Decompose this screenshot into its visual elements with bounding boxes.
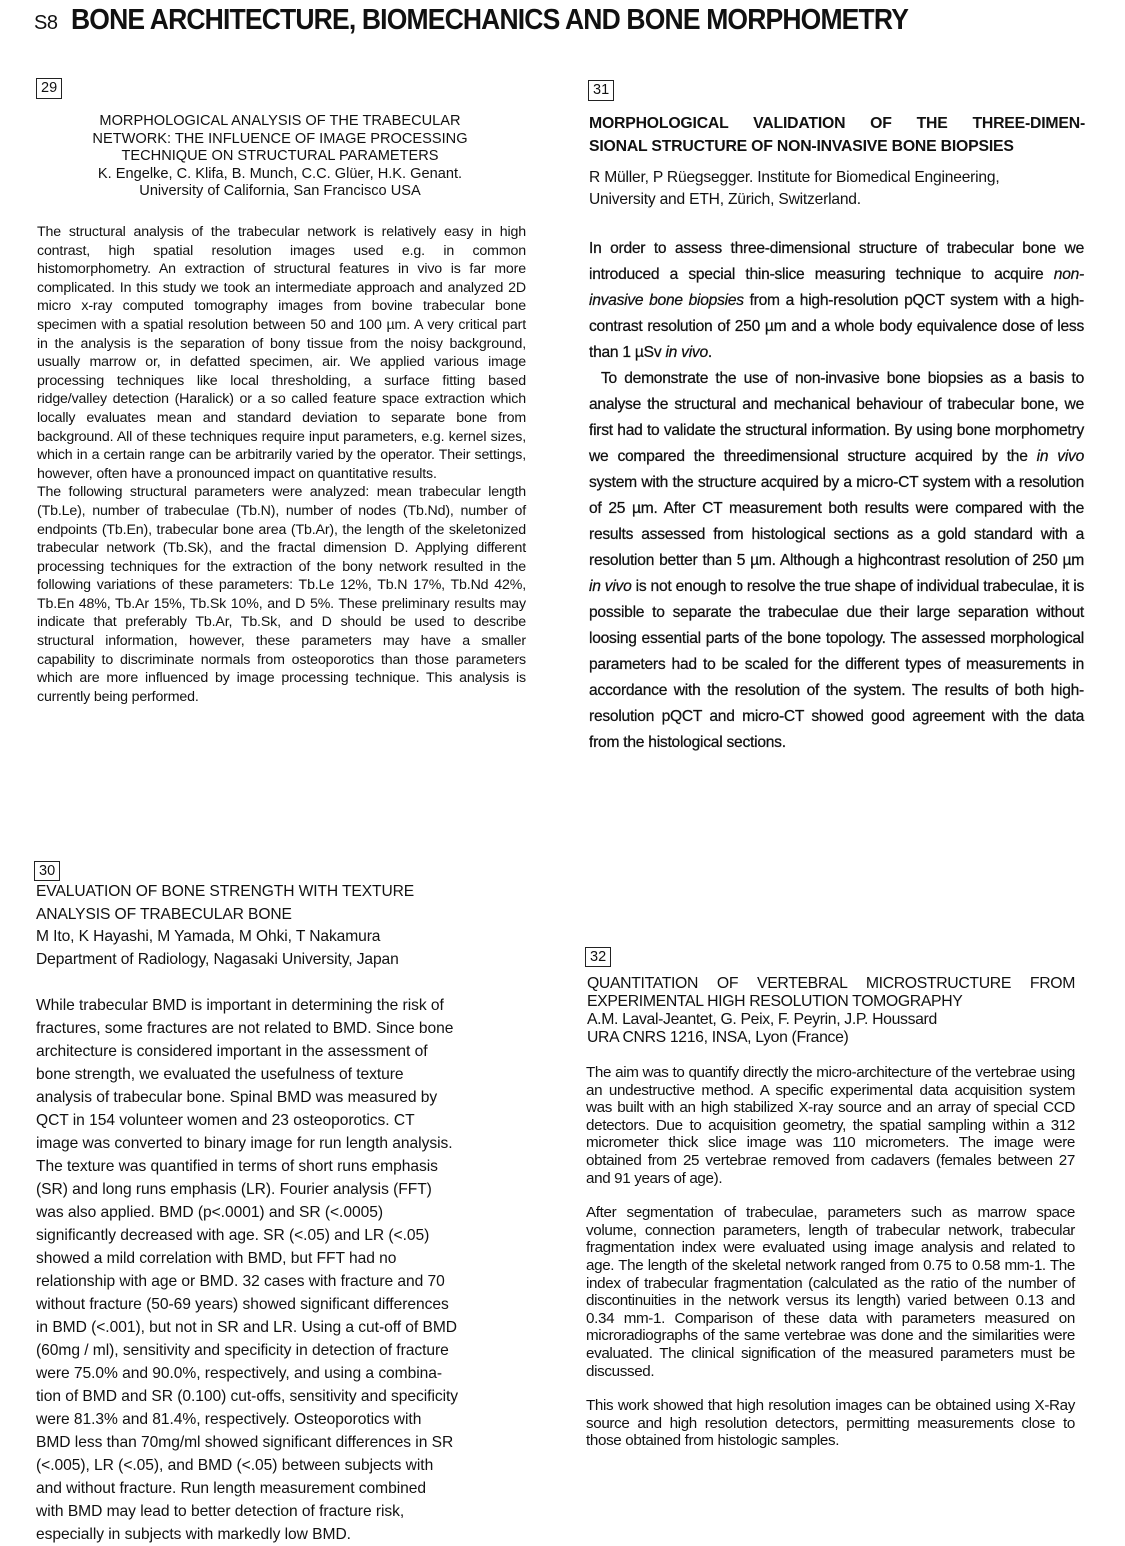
text-run: . xyxy=(707,344,712,361)
abstract-authors: A.M. Laval-Jeantet, G. Peix, F. Peyrin, J.P. Houssard xyxy=(587,1011,937,1028)
body-line: in BMD (<.001), but not in SR and LR. Using a cut-off of BMD xyxy=(36,1319,457,1336)
abstract-affiliation: University and ETH, Zürich, Switzerland. xyxy=(589,191,861,208)
body-line: especially in subjects with markedly low BMD. xyxy=(36,1526,351,1543)
abstract-title-line: EVALUATION OF BONE STRENGTH WITH TEXTURE xyxy=(36,883,415,900)
abstract-number-31: 31 xyxy=(588,80,614,101)
body-line: image was converted to binary image for run length analysis. xyxy=(36,1135,453,1152)
abstract-29-heading xyxy=(36,113,524,201)
body-line: BMD less than 70mg/ml showed significant differences in SR xyxy=(36,1434,454,1451)
abstract-paragraph: This work showed that high resolution images can be obtained using X-Ray source and high resolution detectors, permitting measurements close to those obtained from histologic samples. xyxy=(586,1397,1075,1450)
body-line: analysis of trabecular bone. Spinal BMD was measured by xyxy=(36,1089,438,1106)
abstract-title-line: TECHNIQUE ON STRUCTURAL PARAMETERS xyxy=(121,148,439,164)
abstract-paragraph: The aim was to quantify directly the micro-architecture of the vertebrae using an undestructive method. A specific experimental data acquisition system was built with an high stabilized X-ray source and an array of special CCD detectors. Due to acquisition geometry, the spatial sampling within a 312 micrometer thick slice image was 110 micrometers. The image were obtained from 25 vertebrae removed from cadavers (females between 27 and 91 years of age). xyxy=(586,1064,1075,1187)
italic-term: non-invasive bone biopsies xyxy=(589,266,1084,309)
text-run: is not enough to resolve the true shape of individual trabeculae, it is possible to separate the trabeculae due their large separation without loosing essential parts of the bone topology. The assessed morphological parameters had to be scaled for the different types of measurements in accordance with the resolution of the system. The results of both high-resolution pQCT and micro-CT showed good agreement with the data from the histological sections. xyxy=(589,578,1085,751)
abstract-paragraph xyxy=(589,366,1084,756)
body-line: (60mg / ml), sensitivity and specificity in detection of fracture xyxy=(36,1342,449,1359)
abstract-30-body xyxy=(36,994,546,1546)
abstract-title-line: MORPHOLOGICAL ANALYSIS OF THE TRABECULAR xyxy=(99,113,461,129)
abstract-number-29: 29 xyxy=(36,78,62,99)
abstract-authors: R Müller, P Rüegsegger. Institute for Biomedical Engineering, xyxy=(589,169,1000,186)
abstract-30-heading xyxy=(36,881,536,971)
abstract-31-title xyxy=(589,112,1085,158)
abstract-affiliation: University of California, San Francisco USA xyxy=(139,183,421,199)
abstract-paragraph: The following structural parameters were analyzed: mean trabecular length (Tb.Le), number of trabeculae (Tb.N), number of nodes (Tb.Nd), number of endpoints (Tb.En), trabecular bone area (Tb.Ar), the length of the skeletonized trabecular network (Tb.Sk), and the fractal dimension D. Applying different processing techniques for the extraction of the bony network resulted in the following variations of these parameters: Tb.Le 12%, Tb.N 17%, Tb.Nd 42%, Tb.En 48%, Tb.Ar 15%, Tb.Sk 10%, and D 5%. These preliminary results may indicate that preferably Tb.Ar, Tb.Sk, and D should be used to describe structural information, however, these parameters may have a smaller capability to discriminate normals from osteoporotics than those parameters which are more influenced by image processing technique. This analysis is currently being performed. xyxy=(37,484,526,705)
abstract-affiliation: Department of Radiology, Nagasaki University, Japan xyxy=(36,950,399,968)
body-line: and without fracture. Run length measurement combined xyxy=(36,1480,427,1497)
text-run: To demonstrate the use of non-invasive bone biopsies as a basis to analyse the structural and mechanical behaviour of trabecular bone, we first had to validate the structural information. By using bone morphometry we compared the threedimensional structure acquired by the xyxy=(589,370,1084,465)
abstract-paragraph: After segmentation of trabeculae, parameters such as marrow space volume, connection parameters, length of trabecular network, trabecular fragmentation index were evaluated using image analysis and related to age. The length of the skeletal network ranged from 0.75 to 0.58 mm-1. The index of trabecular fragmentation (calculated as the ratio of the number of discontinuities in the network versus its length) varied between 0.13 and 0.34 mm-1. Comparison of these data with parameters measured on microradiographs of the same vertebrae was done and the similarities were evaluated. The clinical signification of the measured parameters must be discussed. xyxy=(586,1204,1075,1380)
abstract-paragraph: The structural analysis of the trabecular network is relatively easy in high contrast, high spatial resolution images used e.g. in common histomorphometry. An extraction of structural features in vivo is far more complicated. In this study we took an intermediate approach and analyzed 2D micro x-ray computed tomography images from bovine trabecular bone specimen with a spatial resolution between 50 and 100 µm. A very critical part in the analysis is the separation of bony tissue from the noisy background, usually marrow or, in defatted specimen, air. We applied various image processing techniques like local thresholding, a surface fitting based ridge/valley detection (Haralick) or a so called feature space extraction which locally evaluates mean and standard deviation to separate bone from background. All of these techniques require input parameters, e.g. kernel sizes, which in a certain range can be arbitrarily varied by the operator. Their settings, however, often have a pronounced impact on quantitative results. xyxy=(37,224,526,482)
abstract-authors: K. Engelke, C. Klifa, B. Munch, C.C. Glüer, H.K. Genant. xyxy=(97,165,463,182)
abstract-32-title: QUANTITATION OF VERTEBRAL MICROSTRUCTURE FROM EXPERIMENTAL HIGH RESOLUTION TOMOGRAPHY xyxy=(587,975,1075,1010)
body-line: with BMD may lead to better detection of fracture risk, xyxy=(36,1503,405,1520)
body-line: tion of BMD and SR (0.100) cut-offs, sensitivity and specificity xyxy=(36,1388,459,1405)
body-line: The texture was quantified in terms of short runs emphasis xyxy=(36,1158,438,1175)
abstract-affiliation: URA CNRS 1216, INSA, Lyon (France) xyxy=(587,1028,849,1046)
abstract-title-line: ANALYSIS OF TRABECULAR BONE xyxy=(36,905,292,923)
body-line: were 81.3% and 81.4%, respectively. Osteoporotics with xyxy=(36,1411,422,1428)
italic-term: in vivo xyxy=(589,578,632,595)
abstract-31-body xyxy=(589,236,1084,756)
abstract-29-body xyxy=(37,223,526,706)
italic-term: in vivo xyxy=(665,344,708,361)
body-line: architecture is considered important in the assessment of xyxy=(36,1043,428,1060)
abstract-31-authors xyxy=(589,167,1085,211)
body-line: QCT in 154 volunteer women and 23 osteoporotics. CT xyxy=(36,1112,415,1129)
text-run: system with the structure acquired by a micro-CT system with a resolution of 25 µm. After CT measurement both results were compared with the results assessed from histological sections as a gold standard with a resolution better than 5 µm. Although a highcontrast resolution of 250 µm xyxy=(589,474,1084,569)
body-line: (SR) and long runs emphasis (LR). Fourier analysis (FFT) xyxy=(36,1181,432,1198)
page-number: S8 xyxy=(34,12,58,34)
text-run: In order to assess three-dimensional structure of trabecular bone we introduced a special thin-slice measuring technique to acquire xyxy=(589,240,1084,283)
body-line: (<.005), LR (<.05), and BMD (<.05) between subjects with xyxy=(36,1457,434,1474)
body-line: were 75.0% and 90.0%, respectively, and using a combina- xyxy=(36,1365,443,1382)
abstract-32-body xyxy=(586,1064,1075,1467)
body-line: fractures, some fractures are not related to BMD. Since bone xyxy=(36,1020,454,1037)
text-run: from a high-resolution pQCT system with a high-contrast resolution of 250 µm and a whole body equivalence dose of less than 1 µSv xyxy=(589,292,1085,361)
abstract-title-line: MORPHOLOGICAL VALIDATION OF THE THREE-DIMEN- xyxy=(589,115,1085,132)
abstract-authors: M Ito, K Hayashi, M Yamada, M Ohki, T Nakamura xyxy=(36,928,381,945)
body-line: without fracture (50-69 years) showed significant differences xyxy=(36,1296,449,1313)
body-line: was also applied. BMD (p<.0001) and SR (<.0005) xyxy=(36,1204,383,1221)
abstract-title-line: NETWORK: THE INFLUENCE OF IMAGE PROCESSING xyxy=(92,130,468,147)
body-line: significantly decreased with age. SR (<.05) and LR (<.05) xyxy=(36,1227,430,1244)
italic-term: in vivo xyxy=(1036,448,1084,465)
body-line: bone strength, we evaluated the usefulness of texture xyxy=(36,1066,404,1083)
abstract-title-line: SIONAL STRUCTURE OF NON-INVASIVE BONE BIOPSIES xyxy=(589,138,1014,155)
page-header xyxy=(34,4,1114,44)
abstract-32-authors-block xyxy=(587,1011,1075,1046)
abstract-number-30: 30 xyxy=(34,861,60,881)
page-title: BONE ARCHITECTURE, BIOMECHANICS AND BONE MORPHOMETRY xyxy=(71,4,909,36)
body-line: relationship with age or BMD. 32 cases with fracture and 70 xyxy=(36,1273,445,1290)
body-line: While trabecular BMD is important in determining the risk of xyxy=(36,997,444,1014)
abstract-paragraph xyxy=(589,236,1084,366)
body-line: showed a mild correlation with BMD, but FFT had no xyxy=(36,1250,397,1267)
abstract-number-32: 32 xyxy=(585,947,611,967)
